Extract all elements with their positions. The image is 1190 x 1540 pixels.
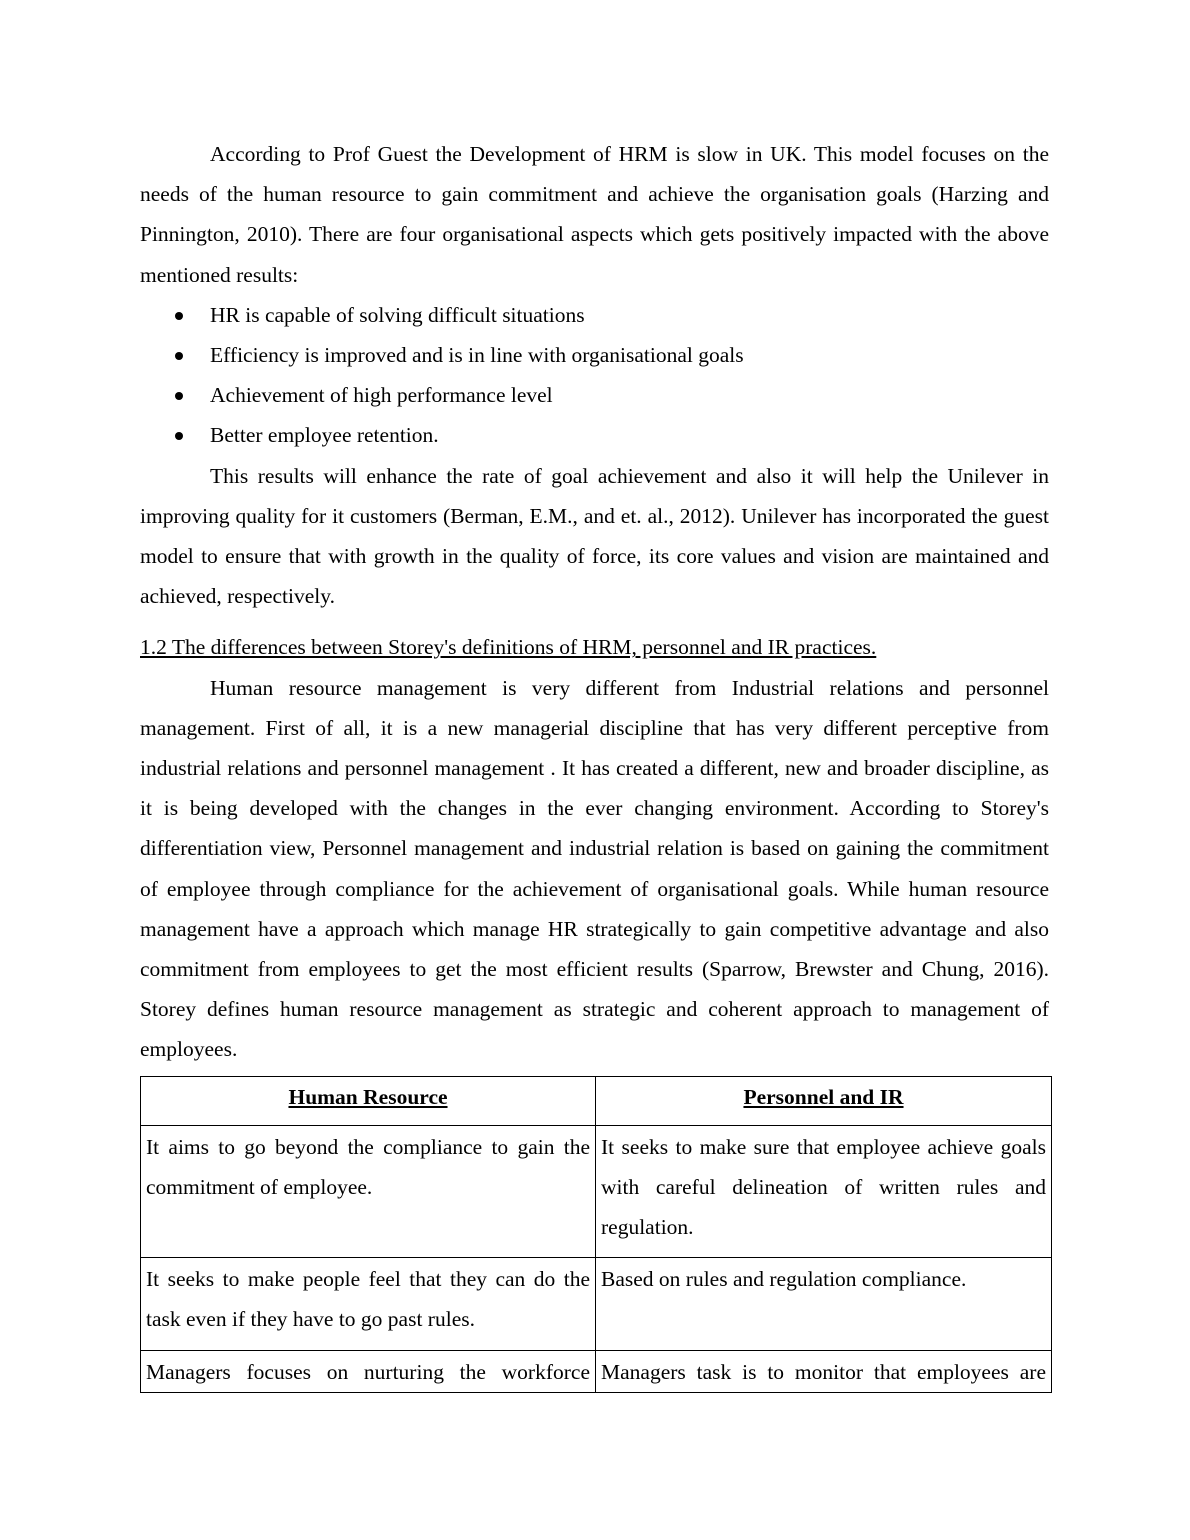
storey-paragraph: Human resource management is very different from Industrial relations and personnel management. First of all, it is a new managerial discipline that has very different perceptive from industrial relations and personnel management . It has created a different, new and broader discipline, as it is being developed with the changes in the ever changing environment. According to Storey's differentiation view, Personnel management and industrial relation is based on gaining the commitment of employee through compliance for the achievement of organisational goals. While human resource management have a approach which manage HR strategically to gain competitive advantage and also commitment from employees to get the most efficient results (Sparrow, Brewster and Chung, 2016). Storey defines human resource management as strategic and coherent approach to management of employees. [140, 675, 1049, 1062]
intro-paragraph: According to Prof Guest the Development of HRM is slow in UK. This model focuses on the needs of the human resource to gain commitment and achieve the organisation goals (Harzing and Pinnington, 2010). There are four organisational aspects which gets positively impacted with the above mentioned results: [140, 142, 1049, 287]
list-item [140, 335, 1049, 375]
bullet-icon [175, 432, 183, 440]
list-item [140, 375, 1049, 415]
table-header-row [141, 1076, 1052, 1125]
bullet-icon [175, 392, 183, 400]
table-cell: It seeks to make sure that employee achieve goals with careful delineation of written rules and regulation. [596, 1125, 1052, 1258]
list-item [140, 415, 1049, 455]
table-cell: It aims to go beyond the compliance to gain the commitment of employee. [141, 1125, 596, 1258]
table-cell: Managers focuses on nurturing the workforce [141, 1350, 596, 1392]
header-human-resource: Human Resource [141, 1076, 596, 1125]
header-personnel-ir: Personnel and IR [596, 1076, 1052, 1125]
aspects-bullet-list [140, 295, 1049, 456]
bullet-icon [175, 312, 183, 320]
section-heading: 1.2 The differences between Storey's definitions of HRM, personnel and IR practices. [140, 635, 877, 660]
bullet-icon [175, 352, 183, 360]
table-cell: It seeks to make people feel that they can do the task even if they have to go past rules. [141, 1258, 596, 1350]
bullet-text: Achievement of high performance level [210, 383, 553, 408]
list-item [140, 295, 1049, 335]
document-page [140, 134, 1049, 1393]
table-cell: Managers task is to monitor that employees are [596, 1350, 1052, 1392]
table-cell: Based on rules and regulation compliance. [596, 1258, 1052, 1350]
bullet-text: HR is capable of solving difficult situations [210, 302, 585, 327]
comparison-table [140, 1076, 1052, 1393]
table-row [141, 1350, 1052, 1392]
results-paragraph: This results will enhance the rate of goal achievement and also it will help the Unilever in improving quality for it customers (Berman, E.M., and et. al., 2012). Unilever has incorporated the guest model to ensure that with growth in the quality of force, its core values and vision are maintained and achieved, respectively. [140, 463, 1049, 609]
bullet-text: Efficiency is improved and is in line with organisational goals [210, 343, 744, 368]
table-row [141, 1125, 1052, 1258]
table-row [141, 1258, 1052, 1350]
bullet-text: Better employee retention. [210, 423, 439, 448]
